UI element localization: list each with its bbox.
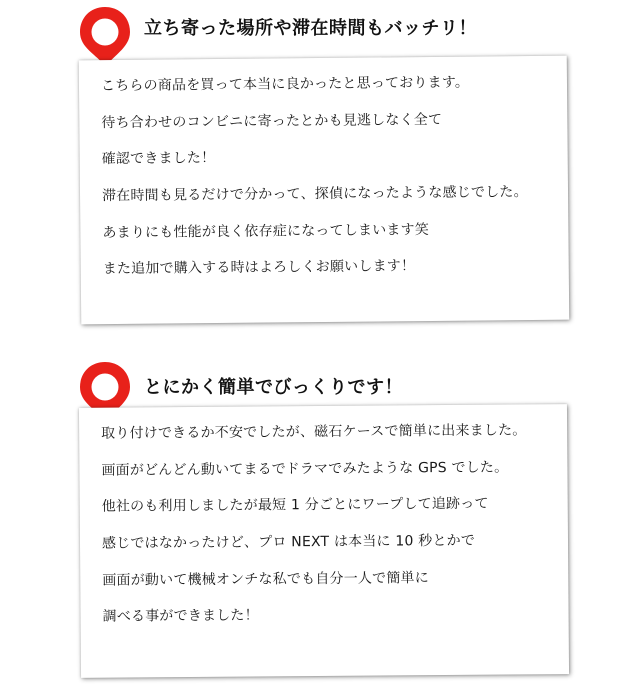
review-card bbox=[79, 56, 570, 325]
review-line: 感じではなかったけど、プロ NEXT は本当に 10 秒とかで bbox=[101, 532, 476, 552]
review-line: 取り付けできるか不安でしたが、磁石ケースで簡単に出来ました。 bbox=[101, 422, 527, 442]
review-heading: 立ち寄った場所や滞在時間もバッチリ！ bbox=[144, 18, 477, 39]
review-heading: とにかく簡単でびっくりです！ bbox=[144, 377, 403, 398]
review-card bbox=[79, 404, 569, 678]
review-line: こちらの商品を買って本当に良かったと思っております。 bbox=[100, 74, 470, 95]
review-line: また追加で購入する時はよろしくお願いします！ bbox=[102, 258, 416, 278]
review-line: 調べる事ができました！ bbox=[102, 607, 259, 626]
review-line: 確認できました！ bbox=[101, 150, 216, 168]
review-line: 他社のも利用しましたが最短 1 分ごとにワープして追跡って bbox=[101, 496, 489, 516]
review-block-2 bbox=[0, 355, 640, 700]
review-line: 待ち合わせのコンビニに寄ったとかも見逃しなく全て bbox=[101, 111, 443, 131]
review-line: あまりにも性能が良く依存症になってしまいます笑 bbox=[102, 221, 430, 241]
review-line: 滞在時間も見るだけで分かって、探偵になったような感じでした。 bbox=[101, 184, 528, 205]
review-line: 画面が動いて機械オンチな私でも自分一人で簡単に bbox=[102, 569, 429, 589]
review-line: 画面がどんどん動いてまるでドラマでみたような GPS でした。 bbox=[101, 459, 509, 479]
review-block-1 bbox=[0, 0, 640, 340]
